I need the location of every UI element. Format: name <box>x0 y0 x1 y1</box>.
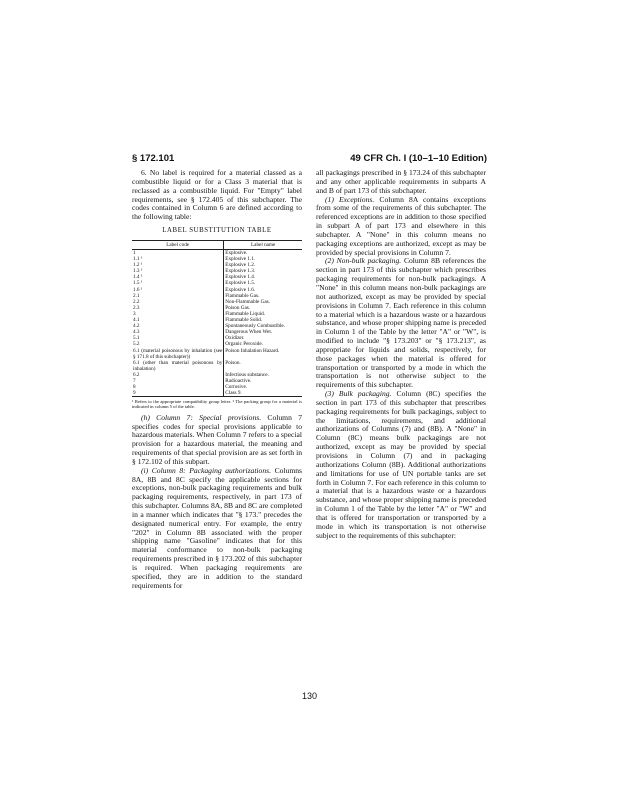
label-code-cell: 1.3 ¹ <box>132 268 224 274</box>
label-name-cell: Explosive 1.6. <box>225 286 256 293</box>
label-name-cell: Infectious substance. <box>225 371 269 378</box>
table-header-row <box>132 240 302 249</box>
label-name-cell: Explosive. <box>225 250 248 256</box>
label-name-cell: Oxidizer. <box>225 335 245 342</box>
page-number: 130 <box>301 691 318 701</box>
label-code-cell: 2.3 <box>132 305 224 311</box>
label-name-cell: Explosive 1.3. <box>225 268 256 275</box>
right-column <box>316 169 486 540</box>
label-substitution-table <box>132 240 302 397</box>
column-8-body: Columns 8A, 8B and 8C specify the applicable sections for exceptions, non-bulk packaging requirements and bulk packaging requirements, respectively, in part 173 of this subchapter. Columns 8A, 8B and 8C are completed in a manner which indicates that "§ 173." precedes the designated numerical entry. For example, the entry "202" in Column 8B associated with the proper shipping name "Gasoline" indicates that for this material conformance to non-bulk packaging requirements prescribed in § 173.202 of this subchapter is required. When packaging requirements are specified, they are in addition to the standard requirements for <box>132 465 302 590</box>
table-row <box>132 250 302 257</box>
bulk-body: Column (8C) specifies the section in part 173 of this subchapter that prescribes packaging requirements for bulk packagings, subject to the limitations, requirements, and additional authorizations of Columns (7) and (8B). A "None" in Column (8C) means bulk packagings are not authorized, except as may be provided by special provisions in Column (7) and in packaging authorizations Column (8B). Additional authorizations and limitations for use of UN portable tanks are set forth in Column 7. For each reference in this column to a material that is a hazardous waste or a hazardous substance, and whose proper shipping name is preceded in Column 1 of the Table by the letter "A" or "W" and that is offered for transportation or transported by a mode in which its transportation is not otherwise subject to the requirements of this subchapter: <box>316 389 486 540</box>
table-row <box>132 360 302 372</box>
label-name-cell: Explosive 1.4. <box>225 274 256 281</box>
column-header-label-code: Label code <box>132 240 224 249</box>
label-code-cell: 3 <box>132 311 224 317</box>
label-name-cell: Class 9. <box>224 390 302 397</box>
label-name-cell: Non-Flammable Gas. <box>225 298 270 305</box>
table-row <box>132 348 302 360</box>
label-code-cell: 6.2 <box>132 372 224 378</box>
label-name-cell: Spontaneously Combustible. <box>225 323 285 330</box>
label-code-cell: 1.6 ¹ <box>132 287 224 293</box>
label-code-cell: 1.2 ¹ <box>132 262 224 268</box>
label-name-cell: Explosive 1.2. <box>225 262 256 269</box>
label-name-cell: Poison. <box>225 359 241 366</box>
non-bulk-heading: (2) Non-bulk packaging. <box>325 256 402 266</box>
label-name-cell: Flammable Solid. <box>225 317 263 324</box>
label-name-cell: Organic Peroxide. <box>225 341 263 348</box>
label-name-cell: Corrosive. <box>225 384 248 391</box>
label-name-cell: Dangerous When Wet. <box>225 329 273 336</box>
label-name-cell: Poison Gas. <box>225 304 251 311</box>
exceptions-heading: (1) Exceptions. <box>325 194 375 204</box>
label-code-cell: 1.5 ¹ <box>132 280 224 286</box>
column-8-paragraph <box>132 467 302 591</box>
label-code-cell: 2.2 <box>132 299 224 305</box>
label-code-cell: 8 <box>132 384 224 390</box>
label-code-cell: 4.2 <box>132 323 224 329</box>
label-code-cell: 1.4 ¹ <box>132 274 224 280</box>
label-code-cell: 1.1 ¹ <box>132 256 224 262</box>
label-name-cell: Flammable Gas. <box>225 292 260 299</box>
label-code-cell: 4.3 <box>132 329 224 335</box>
bulk-paragraph <box>316 390 486 540</box>
label-code-cell: 5.1 <box>132 335 224 341</box>
non-bulk-body: Column 8B references the section in part 173 of this subchapter which prescribes packaging requirements for non-bulk packagings. A "None" in this column means non-bulk packagings are not authorized, except as may be provided by special provisions in Column 7. Each reference in this column to a material which is a hazardous waste or a hazardous substance, and whose proper shipping name is preceded in Column 1 of the Table by the letter "A" or "W", is modified to include "§ 173.203" or "§ 173.213", as appropriate for liquids and solids, respectively, for those packages when the material is offered for transportation or transported by a mode in which the transportation is not otherwise subject to the requirements of this subchapter. <box>316 256 487 390</box>
continuation-paragraph: all packagings prescribed in § 173.24 of this subchapter and any other applicable requirements in subparts A and B of part 173 of this subchapter. <box>316 168 486 195</box>
exceptions-body: Column 8A contains exceptions from some of the requirements of this subchapter. The referenced exceptions are in addition to those specified in subpart A of part 173 and elsewhere in this subchapter. A "None" in this column means no packaging exceptions are authorized, except as may be provided by special provisions in Column 7. <box>316 194 487 257</box>
non-bulk-paragraph <box>316 257 486 390</box>
label-code-cell: 6.1 (other than material poisonous by inhalation) <box>133 359 223 372</box>
label-code-cell: 9 <box>132 390 224 397</box>
table-footnotes: ¹ Refers to the appropriate compatibility group letter. ² The packing group for a material is indicated in column 5 of the table. <box>132 399 302 410</box>
label-name-cell: Flammable Liquid. <box>225 310 266 317</box>
section-number: § 172.101 <box>132 153 175 164</box>
bulk-heading: (3) Bulk packaging. <box>325 389 392 399</box>
column-7-heading: (h) Column 7: Special provisions. <box>141 412 262 422</box>
cfr-edition-title: 49 CFR Ch. I (10–1–10 Edition) <box>350 153 487 164</box>
label-code-cell: 4.1 <box>132 317 224 323</box>
exceptions-paragraph <box>316 196 486 258</box>
label-code-cell: 7 <box>132 378 224 384</box>
column-8-heading: (i) Column 8: Packaging authorizations. <box>141 465 271 475</box>
label-name-cell: Explosive 1.1. <box>225 256 256 263</box>
label-code-cell: 1 <box>132 250 224 257</box>
label-name-cell: Explosive 1.5. <box>225 280 256 287</box>
table-row <box>132 390 302 397</box>
column-header-label-name: Label name <box>224 240 302 249</box>
left-column <box>132 169 302 591</box>
label-substitution-table-block <box>132 227 302 410</box>
label-code-cell: 6.1 (material poisonous by inhalation (see § 171.8 of this subchapter)) <box>133 347 223 360</box>
label-name-cell: Radioactive. <box>225 377 252 384</box>
column-7-body: Column 7 specifies codes for special provisions applicable to hazardous materials. When Column 7 refers to a special provision for a hazardous material, the meaning and requirements of that special provision are as set forth in § 172.102 of this subpart. <box>132 412 302 466</box>
label-name-cell: Poison Inhalation Hazard. <box>225 347 280 354</box>
column-7-paragraph <box>132 414 302 467</box>
table-body <box>132 250 302 397</box>
table-title: LABEL SUBSTITUTION TABLE <box>162 227 272 235</box>
label-code-cell: 2.1 <box>132 293 224 299</box>
label-code-cell: 5.2 <box>132 341 224 347</box>
label-intro-paragraph: 6. No label is required for a material classed as a combustible liquid or for a Class 3 material that is reclassed as a combustible liquid. For "Empty" label requirements, see § 172.405 of this subchapter. The codes contained in Column 6 are defined according to the following table: <box>132 168 302 222</box>
